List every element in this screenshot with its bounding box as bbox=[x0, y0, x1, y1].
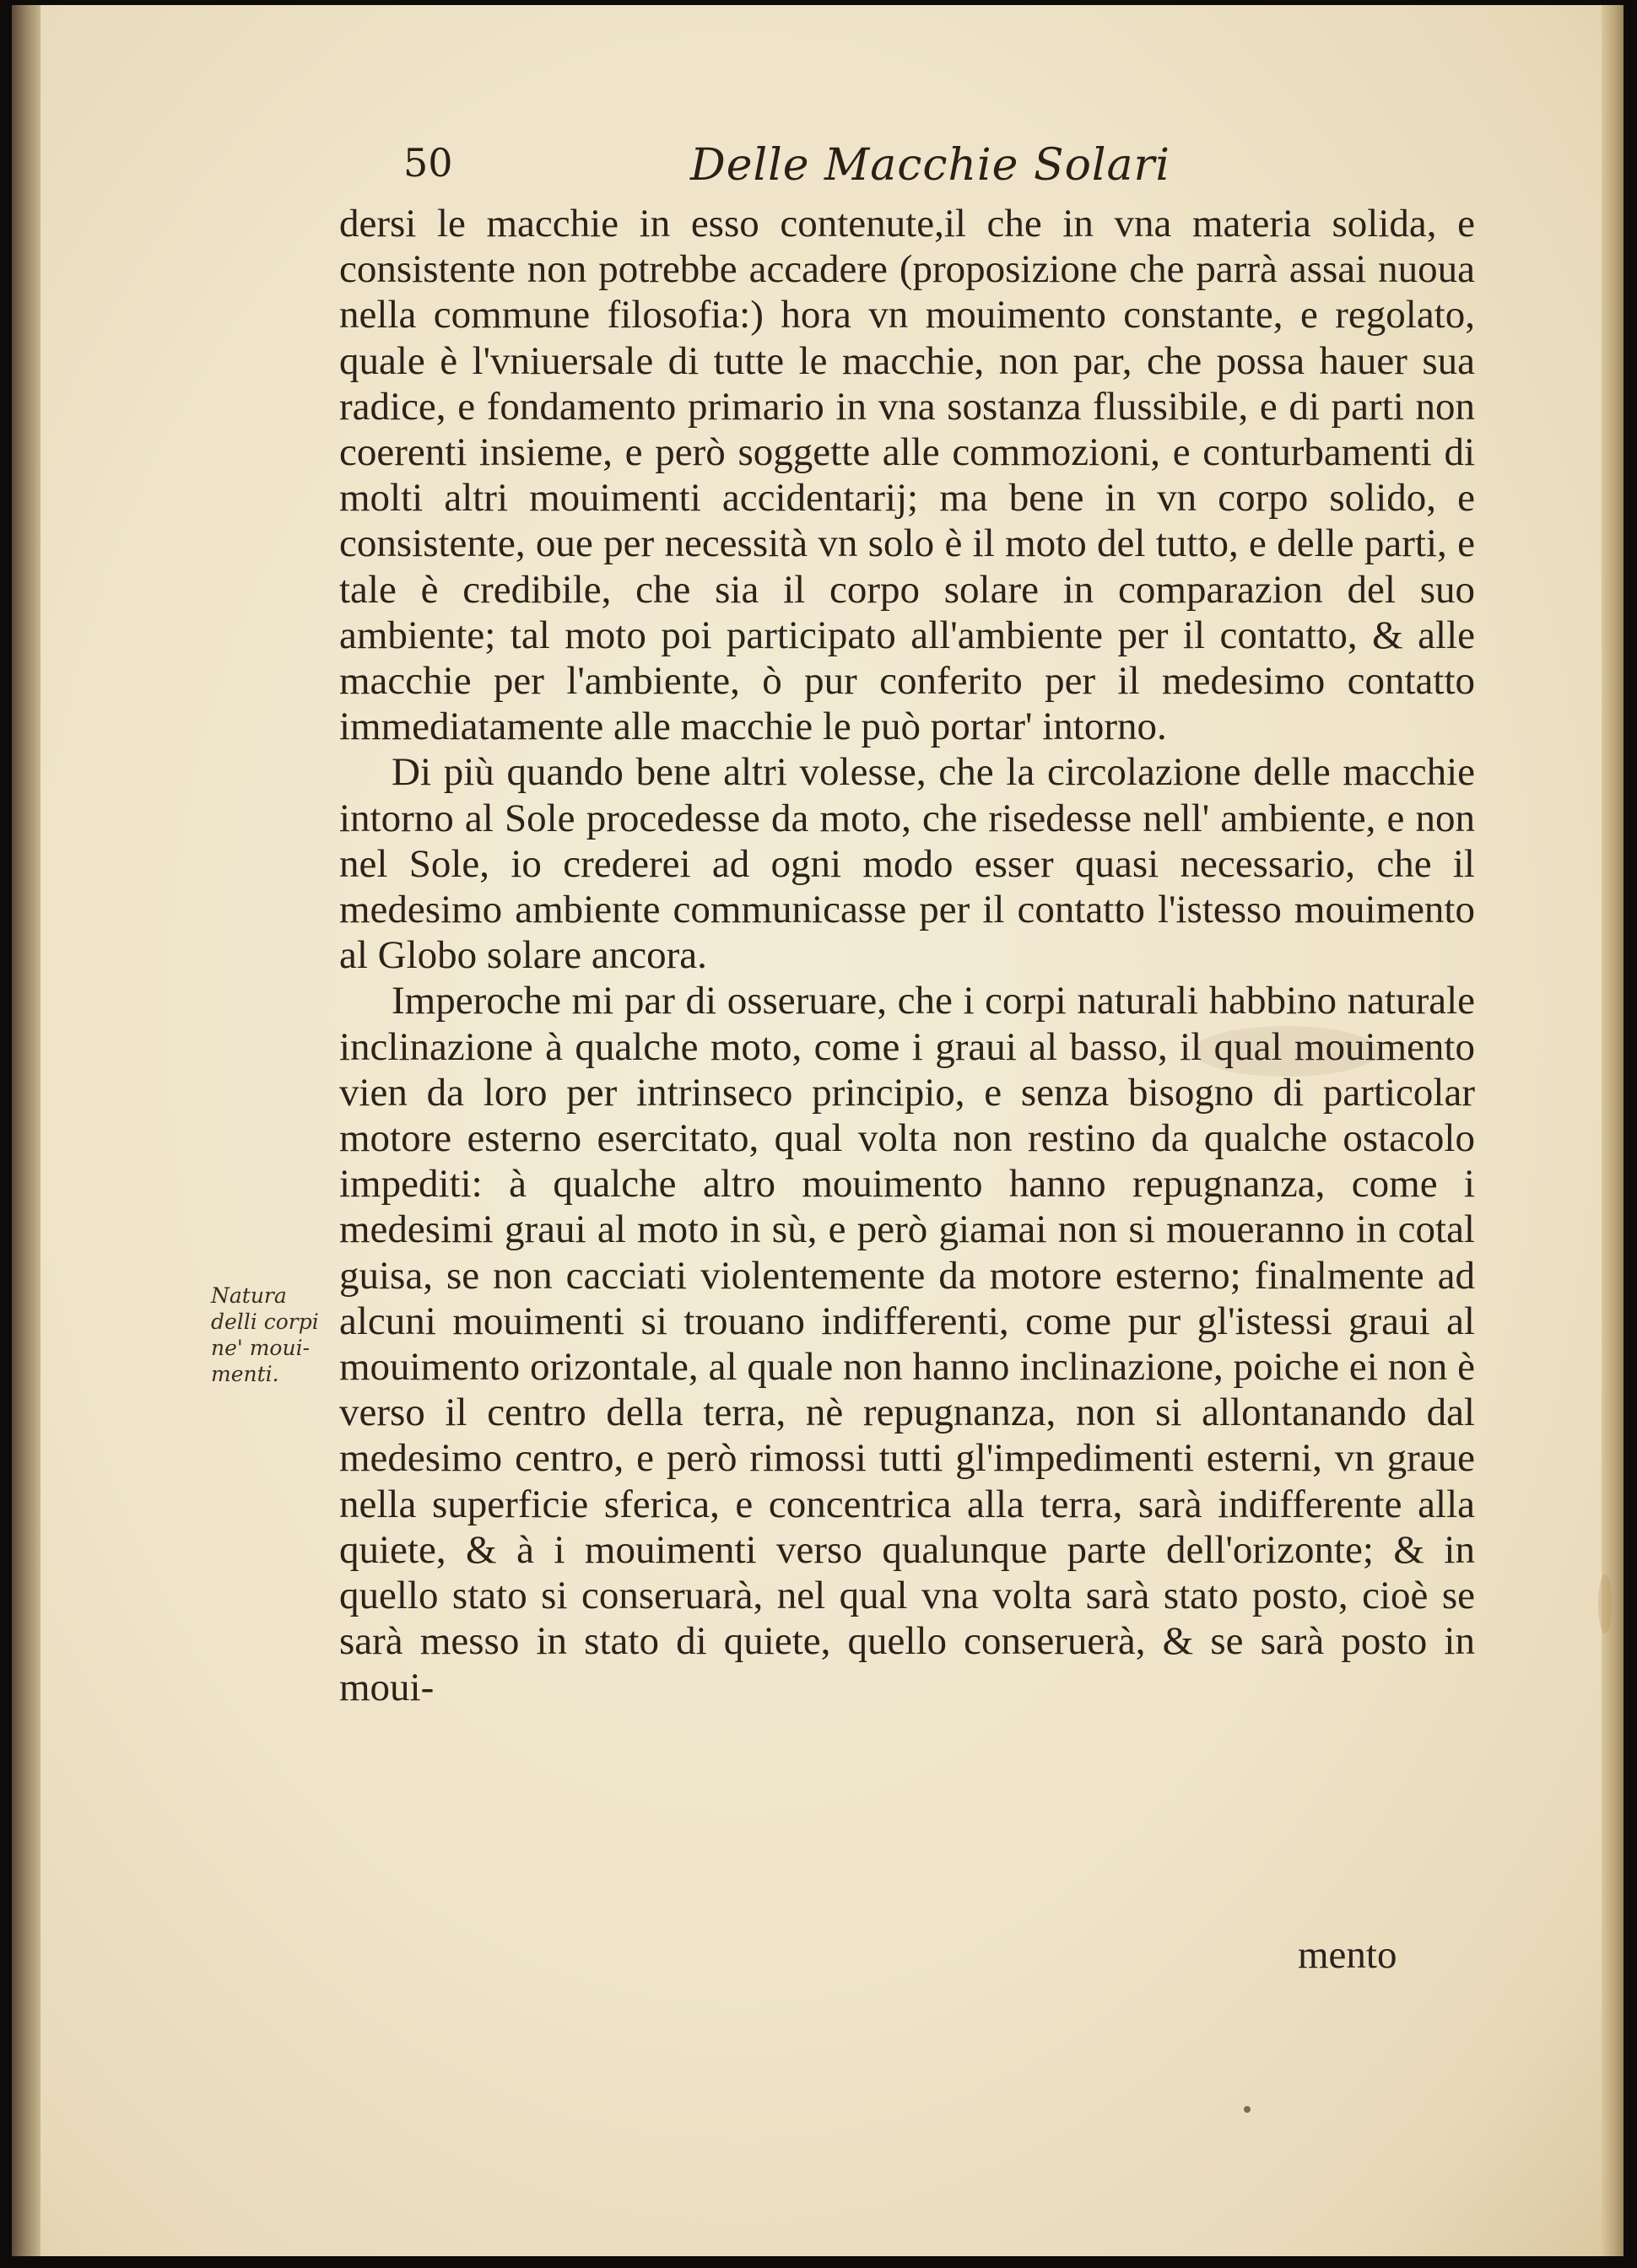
page-header bbox=[403, 140, 1467, 199]
margin-note-line: menti. bbox=[211, 1362, 279, 1386]
margin-note-line: Natura bbox=[211, 1283, 287, 1308]
margin-note bbox=[211, 1282, 338, 1387]
running-title: Delle Macchie Solari bbox=[690, 140, 1170, 191]
page-right-edge bbox=[1602, 5, 1623, 2256]
book-page bbox=[12, 5, 1623, 2256]
paragraph: Imperoche mi par di osseruare, che i corpi naturali habbino naturale inclinazione à qualche moto, come i graui al basso, il qual mouimento vien da loro per intrinseco principio, e senza bisogno di particolar motore esterno esercitato, qual volta non restino da qualche ostacolo impediti: à qualche altro mouimento hanno repugnanza, come i medesimi graui al moto in sù, e però giamai non si moueranno in cotal guisa, se non cacciati violentemente da motore esterno; finalmente ad alcuni mouimenti si trouano indifferenti, come pur gl'istessi graui al mouimento orizontale, al quale non hanno inclinazione, poiche ei non è verso il centro della terra, nè repugnanza, non si allontanando dal medesimo centro, e però rimossi tutti gl'impedimenti esterni, vn graue nella superficie sferica, e concentrica alla terra, sarà indifferente alla quiete, & à i mouimenti verso qualunque parte dell'orizonte; & in quello stato si conseruarà, nel qual vna volta sarà stato posto, cioè se sarà messo in stato di quiete, quello conseruerà, & se sarà posto in moui- bbox=[339, 979, 1475, 1709]
paragraph: dersi le macchie in esso contenute,il che in vna materia solida, e consistente non potrebbe accadere (proposizione che parrà assai nuoua nella commune filosofia:) hora vn mouimento constante, e regolato, quale è l'vniuersale di tutte le macchie, non par, che possa hauer sua radice, e fondamento primario in vna sostanza flussibile, e di parti non coerenti insieme, e però soggette alle commozioni, e conturbamenti di molti altri mouimenti accidentarij; ma bene in vn corpo solido, e consistente, oue per necessità vn solo è il moto del tutto, e delle parti, e tale è credibile, che sia il corpo solare in comparazion del suo ambiente; tal moto poi participato all'ambiente per il contatto, & alle macchie per l'ambiente, ò pur conferito per il medesimo contatto immediatamente alle macchie le può portar' intorno. bbox=[339, 202, 1475, 749]
main-text-block bbox=[339, 201, 1475, 1710]
margin-note-line: delli corpi bbox=[211, 1310, 319, 1334]
paragraph: Di più quando bene altri volesse, che la circolazione delle macchie intorno al Sole procedesse da moto, che risedesse nell' ambiente, e non nel Sole, io crederei ad ogni modo esser quasi necessario, che il medesimo ambiente communicasse per il contatto l'istesso mouimento al Globo solare ancora. bbox=[339, 750, 1475, 978]
foxing-stain bbox=[1244, 2106, 1251, 2113]
foxing-stain bbox=[1598, 1574, 1612, 1634]
margin-note-line: ne' moui- bbox=[211, 1336, 311, 1360]
page-number: 50 bbox=[403, 140, 453, 186]
catchword: mento bbox=[1298, 1933, 1397, 1977]
book-binding-edge bbox=[12, 5, 41, 2256]
